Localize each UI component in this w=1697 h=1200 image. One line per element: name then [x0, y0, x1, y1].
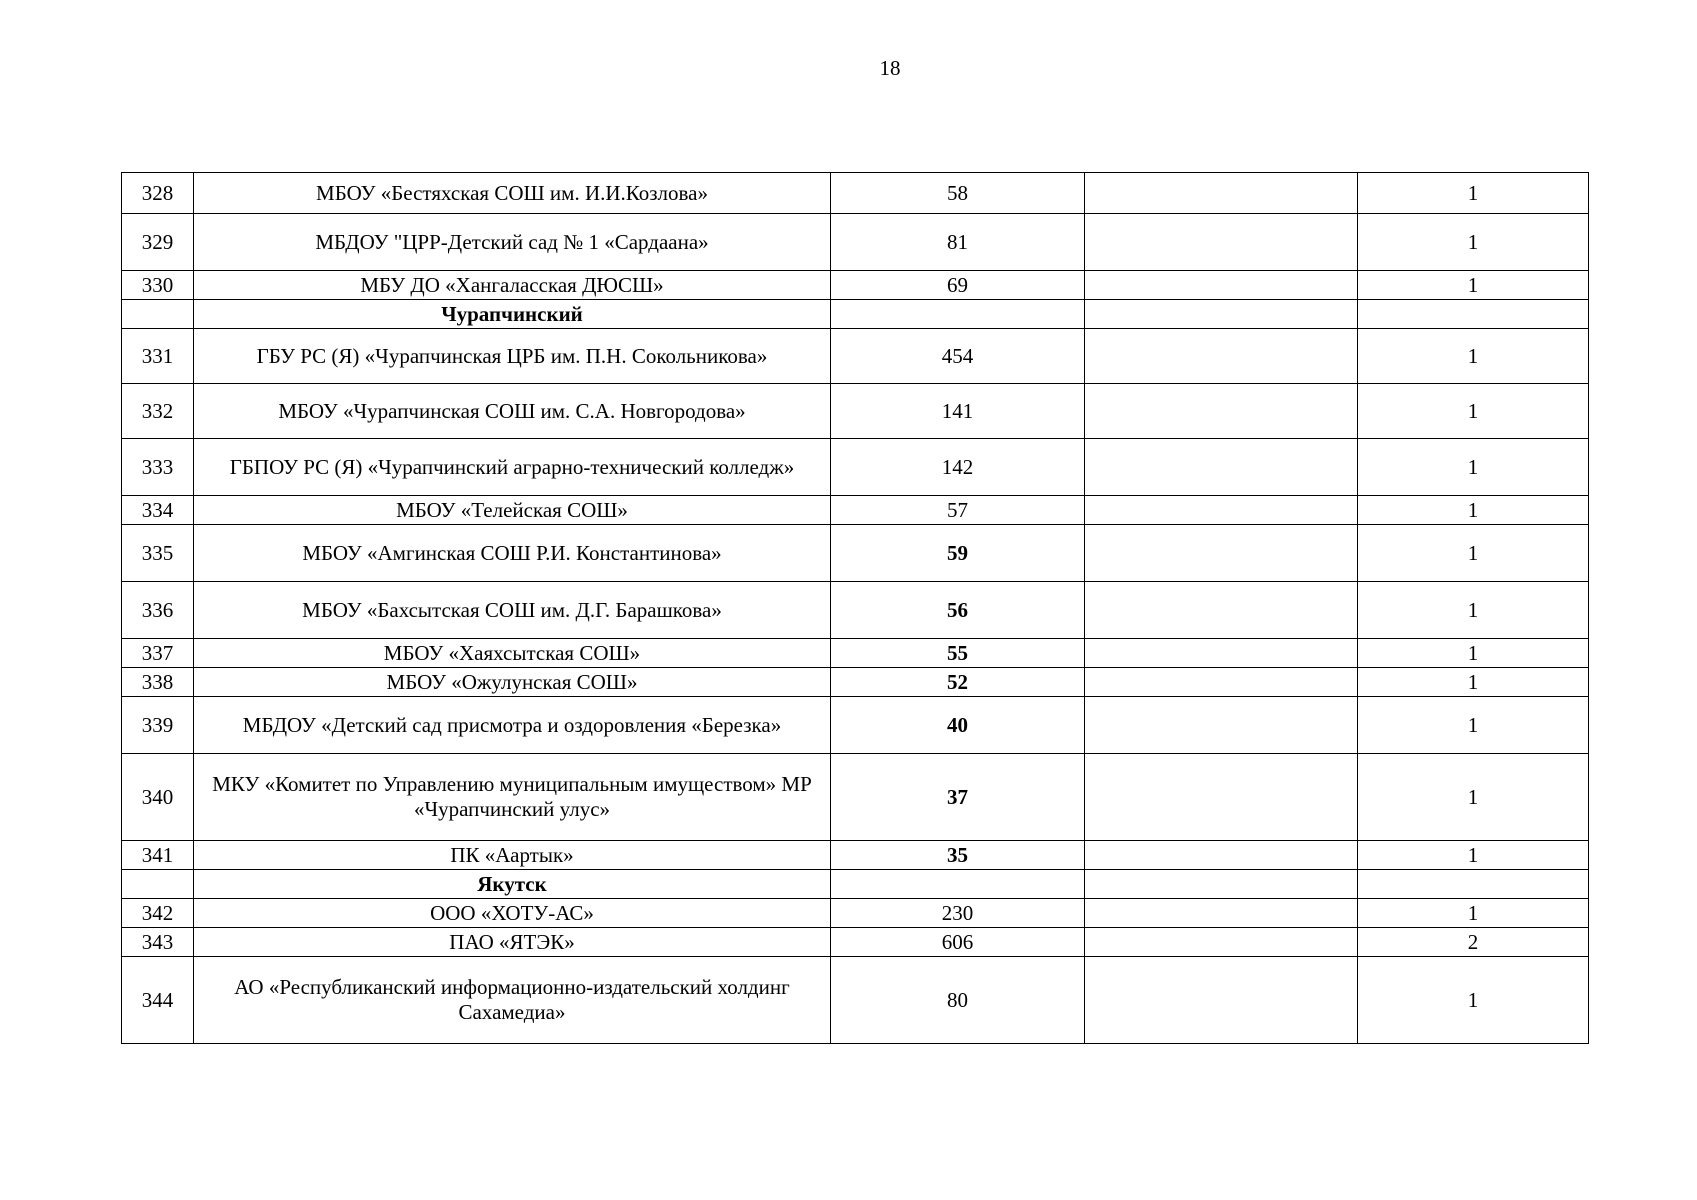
section-title: Якутск [194, 870, 831, 899]
row-value: 141 [831, 384, 1085, 439]
row-value: 58 [831, 173, 1085, 214]
table-row [122, 439, 1589, 496]
section-empty-cell [831, 300, 1085, 329]
row-number: 329 [122, 214, 194, 271]
section-empty-cell [122, 870, 194, 899]
row-number: 342 [122, 899, 194, 928]
table-row [122, 668, 1589, 697]
organization-name: ГБУ РС (Я) «Чурапчинская ЦРБ им. П.Н. Сокольникова» [194, 329, 831, 384]
row-count: 1 [1358, 582, 1589, 639]
empty-cell [1085, 841, 1358, 870]
table-row [122, 754, 1589, 841]
section-empty-cell [1358, 300, 1589, 329]
organization-name: МБОУ «Телейская СОШ» [194, 496, 831, 525]
row-number: 339 [122, 697, 194, 754]
organization-name: ГБПОУ РС (Я) «Чурапчинский аграрно-технический колледж» [194, 439, 831, 496]
table-row [122, 525, 1589, 582]
row-value: 230 [831, 899, 1085, 928]
empty-cell [1085, 439, 1358, 496]
row-number: 341 [122, 841, 194, 870]
empty-cell [1085, 639, 1358, 668]
empty-cell [1085, 928, 1358, 957]
row-value: 80 [831, 957, 1085, 1044]
empty-cell [1085, 214, 1358, 271]
section-row [122, 870, 1589, 899]
organization-name: МБОУ «Бестяхская СОШ им. И.И.Козлова» [194, 173, 831, 214]
row-value: 37 [831, 754, 1085, 841]
row-count: 1 [1358, 668, 1589, 697]
row-value: 69 [831, 271, 1085, 300]
row-count: 1 [1358, 384, 1589, 439]
row-number: 330 [122, 271, 194, 300]
organization-name: АО «Республиканский информационно-издательский холдинг Сахамедиа» [194, 957, 831, 1044]
organization-name: ООО «ХОТУ-АС» [194, 899, 831, 928]
table-row [122, 173, 1589, 214]
row-count: 1 [1358, 697, 1589, 754]
table-row [122, 928, 1589, 957]
table-row [122, 841, 1589, 870]
row-number: 340 [122, 754, 194, 841]
section-empty-cell [1085, 870, 1358, 899]
table-row [122, 697, 1589, 754]
row-value: 55 [831, 639, 1085, 668]
organization-name: ПК «Аартык» [194, 841, 831, 870]
table-row [122, 957, 1589, 1044]
organization-name: МБОУ «Бахсытская СОШ им. Д.Г. Барашкова» [194, 582, 831, 639]
table-row [122, 384, 1589, 439]
section-title: Чурапчинский [194, 300, 831, 329]
section-empty-cell [1085, 300, 1358, 329]
row-number: 332 [122, 384, 194, 439]
row-count: 1 [1358, 899, 1589, 928]
row-number: 343 [122, 928, 194, 957]
empty-cell [1085, 899, 1358, 928]
table-row [122, 496, 1589, 525]
row-count: 1 [1358, 841, 1589, 870]
row-number: 334 [122, 496, 194, 525]
row-number: 344 [122, 957, 194, 1044]
row-number: 331 [122, 329, 194, 384]
row-count: 1 [1358, 214, 1589, 271]
table-row [122, 271, 1589, 300]
organization-name: МБОУ «Хаяхсытская СОШ» [194, 639, 831, 668]
row-number: 338 [122, 668, 194, 697]
row-count: 1 [1358, 754, 1589, 841]
empty-cell [1085, 697, 1358, 754]
organization-name: МБОУ «Чурапчинская СОШ им. С.А. Новгородова» [194, 384, 831, 439]
organization-name: МБДОУ "ЦРР-Детский сад № 1 «Сардаана» [194, 214, 831, 271]
empty-cell [1085, 271, 1358, 300]
row-value: 142 [831, 439, 1085, 496]
row-count: 1 [1358, 329, 1589, 384]
row-count: 1 [1358, 639, 1589, 668]
empty-cell [1085, 668, 1358, 697]
row-value: 59 [831, 525, 1085, 582]
row-value: 81 [831, 214, 1085, 271]
table-row [122, 214, 1589, 271]
row-count: 1 [1358, 439, 1589, 496]
row-value: 35 [831, 841, 1085, 870]
row-count: 1 [1358, 496, 1589, 525]
organization-name: МБОУ «Ожулунская СОШ» [194, 668, 831, 697]
empty-cell [1085, 957, 1358, 1044]
row-number: 336 [122, 582, 194, 639]
table-row [122, 899, 1589, 928]
empty-cell [1085, 525, 1358, 582]
empty-cell [1085, 384, 1358, 439]
row-count: 1 [1358, 271, 1589, 300]
table-row [122, 329, 1589, 384]
row-number: 335 [122, 525, 194, 582]
organization-name: МКУ «Комитет по Управлению муниципальным имуществом» МР «Чурапчинский улус» [194, 754, 831, 841]
row-value: 56 [831, 582, 1085, 639]
organization-name: ПАО «ЯТЭК» [194, 928, 831, 957]
page-number: 18 [879, 56, 901, 80]
empty-cell [1085, 173, 1358, 214]
row-number: 328 [122, 173, 194, 214]
row-value: 606 [831, 928, 1085, 957]
data-table [121, 172, 1589, 1044]
section-empty-cell [122, 300, 194, 329]
row-count: 1 [1358, 957, 1589, 1044]
section-empty-cell [1358, 870, 1589, 899]
row-value: 57 [831, 496, 1085, 525]
row-value: 454 [831, 329, 1085, 384]
table-row [122, 639, 1589, 668]
row-value: 52 [831, 668, 1085, 697]
section-row [122, 300, 1589, 329]
empty-cell [1085, 754, 1358, 841]
empty-cell [1085, 496, 1358, 525]
section-empty-cell [831, 870, 1085, 899]
organization-name: МБУ ДО «Хангаласская ДЮСШ» [194, 271, 831, 300]
row-count: 2 [1358, 928, 1589, 957]
organization-name: МБДОУ «Детский сад присмотра и оздоровления «Березка» [194, 697, 831, 754]
row-count: 1 [1358, 173, 1589, 214]
table-row [122, 582, 1589, 639]
row-number: 333 [122, 439, 194, 496]
empty-cell [1085, 582, 1358, 639]
row-value: 40 [831, 697, 1085, 754]
empty-cell [1085, 329, 1358, 384]
organization-name: МБОУ «Амгинская СОШ Р.И. Константинова» [194, 525, 831, 582]
row-number: 337 [122, 639, 194, 668]
row-count: 1 [1358, 525, 1589, 582]
